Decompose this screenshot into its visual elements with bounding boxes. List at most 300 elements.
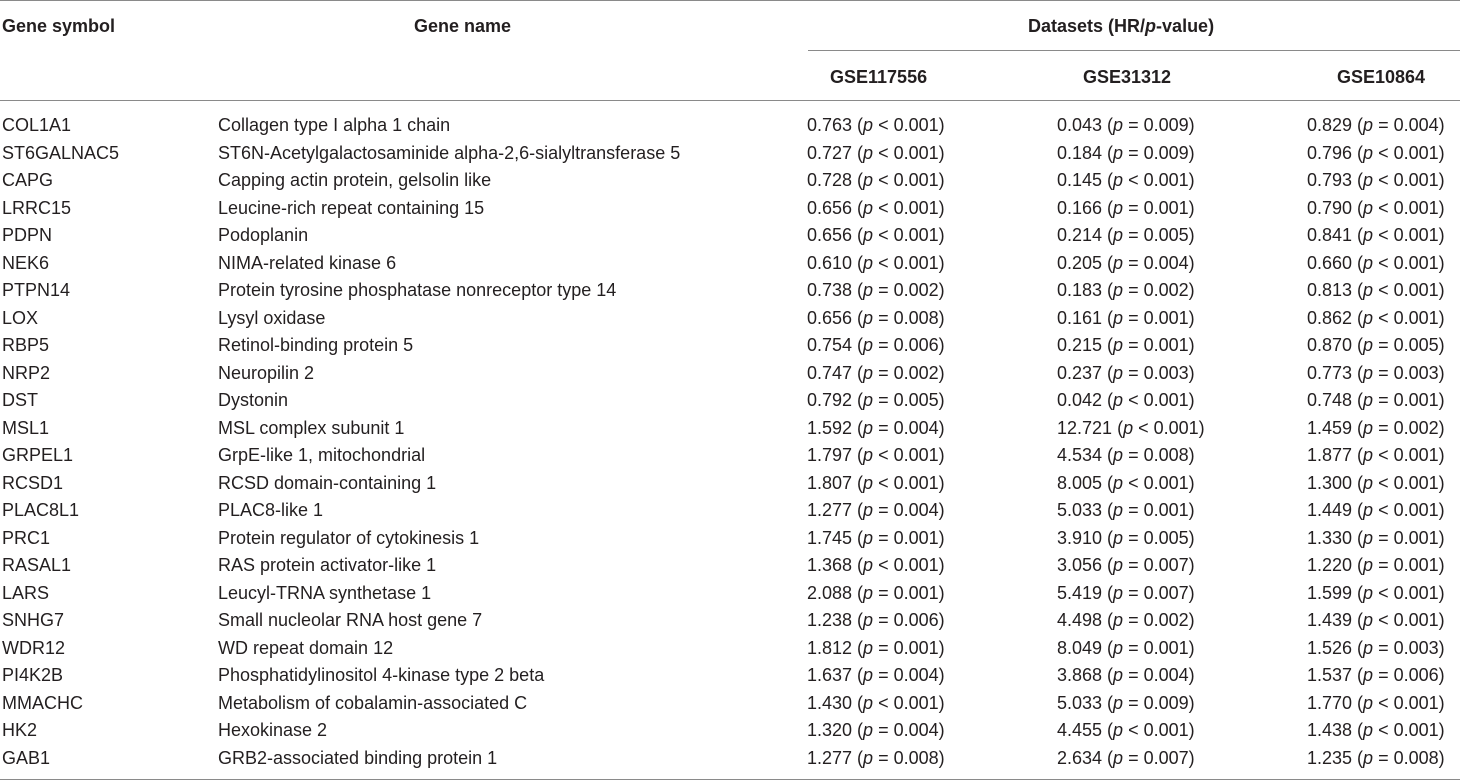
table-row (0, 387, 1460, 415)
hazard-ratio: 0.763 (807, 115, 853, 135)
hazard-ratio: 5.033 (1057, 692, 1103, 713)
p-symbol: p (1363, 637, 1374, 658)
hazard-ratio: 1.277 (807, 500, 853, 520)
hr-pvalue-cell-2: 0.237 (p = 0.003) (1057, 362, 1195, 383)
p-value: < 0.001 (878, 692, 939, 713)
gene-symbol-cell: PTPN14 (2, 280, 71, 300)
header-datasets (1028, 15, 1214, 37)
p-value: < 0.001 (878, 252, 939, 273)
p-value: = 0.002 (878, 280, 939, 300)
p-symbol: p (1363, 582, 1374, 603)
hr-pvalue-cell-3: 1.877 (p < 0.001) (1307, 445, 1445, 465)
p-symbol: p (1363, 197, 1374, 218)
hr-pvalue-cell-1: 1.592 (p = 0.004) (807, 417, 945, 438)
p-value: < 0.001 (878, 555, 939, 575)
p-value: < 0.001 (1128, 720, 1189, 740)
p-value: = 0.005 (1128, 527, 1189, 548)
hr-pvalue-cell-3: 0.790 (p < 0.001) (1307, 197, 1445, 218)
p-symbol: p (863, 582, 874, 603)
p-symbol: p (1363, 747, 1374, 768)
p-value: < 0.001 (1378, 280, 1439, 300)
p-symbol: p (863, 637, 874, 658)
p-symbol: p (1363, 472, 1374, 493)
p-symbol: p (1363, 390, 1374, 410)
p-symbol: p (1113, 720, 1124, 740)
p-symbol: p (863, 280, 874, 300)
p-symbol: p (1363, 307, 1374, 328)
p-value: < 0.001 (1378, 225, 1439, 245)
hr-pvalue-cell-1: 1.807 (p < 0.001) (807, 472, 945, 493)
hazard-ratio: 0.145 (1057, 170, 1103, 190)
gene-symbol-cell: GAB1 (2, 747, 51, 768)
p-symbol: p (1363, 252, 1374, 273)
hr-pvalue-cell-1: 0.754 (p = 0.006) (807, 335, 945, 355)
hazard-ratio: 0.042 (1057, 390, 1103, 410)
p-symbol: p (1123, 417, 1134, 438)
hazard-ratio: 0.043 (1057, 115, 1103, 135)
hr-pvalue-cell-1: 0.792 (p = 0.005) (807, 390, 945, 410)
p-value: = 0.006 (1378, 665, 1439, 685)
hr-pvalue-cell-2: 4.534 (p = 0.008) (1057, 445, 1195, 465)
p-value: = 0.001 (1128, 197, 1189, 218)
p-symbol: p (1113, 527, 1124, 548)
hazard-ratio: 0.793 (1307, 170, 1353, 190)
p-symbol: p (1113, 170, 1124, 190)
hr-pvalue-cell-2: 0.161 (p = 0.001) (1057, 307, 1195, 328)
hr-pvalue-cell-3: 1.330 (p = 0.001) (1307, 527, 1445, 548)
p-value: = 0.001 (1128, 335, 1189, 355)
hr-pvalue-cell-1: 0.738 (p = 0.002) (807, 280, 945, 300)
gene-name-cell: RAS protein activator-like 1 (218, 555, 437, 575)
table-row (0, 470, 1460, 498)
gene-name-cell: Phosphatidylinositol 4-kinase type 2 beta (218, 665, 545, 685)
gene-symbol-cell: LARS (2, 582, 50, 603)
p-value: = 0.004 (878, 417, 939, 438)
hr-pvalue-cell-1: 1.238 (p = 0.006) (807, 610, 945, 630)
p-symbol: p (863, 665, 874, 685)
hr-pvalue-cell-1: 0.656 (p < 0.001) (807, 225, 945, 245)
p-symbol: p (1363, 170, 1374, 190)
hazard-ratio: 0.214 (1057, 225, 1103, 245)
p-value: < 0.001 (1378, 500, 1439, 520)
gene-symbol-cell: PRC1 (2, 527, 51, 548)
hr-pvalue-cell-3: 0.660 (p < 0.001) (1307, 252, 1445, 273)
table-row (0, 690, 1460, 718)
hazard-ratio: 3.910 (1057, 527, 1103, 548)
p-symbol: p (863, 527, 874, 548)
hr-pvalue-cell-1: 1.277 (p = 0.004) (807, 500, 945, 520)
header-datasets-prefix: Datasets (HR/ (1028, 16, 1146, 36)
gene-name-cell: RCSD domain-containing 1 (218, 472, 437, 493)
p-symbol: p (863, 390, 874, 410)
p-value: < 0.001 (1128, 472, 1189, 493)
gene-symbol-cell: NRP2 (2, 362, 51, 383)
hr-pvalue-cell-1: 1.368 (p < 0.001) (807, 555, 945, 575)
p-symbol: p (1113, 280, 1124, 300)
hr-pvalue-cell-2: 5.033 (p = 0.009) (1057, 692, 1195, 713)
p-symbol: p (1113, 142, 1124, 163)
p-symbol: p (863, 472, 874, 493)
hazard-ratio: 1.770 (1307, 692, 1353, 713)
header-gse31312: GSE31312 (1083, 67, 1172, 87)
p-symbol: p (1113, 445, 1124, 465)
hr-pvalue-cell-3: 0.748 (p = 0.001) (1307, 390, 1445, 410)
hr-pvalue-cell-1: 0.656 (p = 0.008) (807, 307, 945, 328)
hr-pvalue-cell-3: 1.770 (p < 0.001) (1307, 692, 1445, 713)
header-gene-symbol: Gene symbol (2, 16, 116, 36)
gene-symbol-cell: MMACHC (2, 692, 83, 713)
p-symbol: p (1363, 280, 1374, 300)
table-row (0, 112, 1460, 140)
p-value: < 0.001 (1378, 445, 1439, 465)
hazard-ratio: 1.439 (1307, 610, 1353, 630)
p-value: = 0.007 (1128, 582, 1189, 603)
hazard-ratio: 1.637 (807, 665, 853, 685)
p-value: = 0.003 (1378, 637, 1439, 658)
hazard-ratio: 0.728 (807, 170, 853, 190)
hazard-ratio: 0.748 (1307, 390, 1353, 410)
hr-pvalue-cell-3: 1.599 (p < 0.001) (1307, 582, 1445, 603)
p-value: < 0.001 (878, 142, 939, 163)
hazard-ratio: 0.792 (807, 390, 853, 410)
header-datasets-p: p (1145, 16, 1157, 36)
p-value: < 0.001 (1378, 252, 1439, 273)
hazard-ratio: 0.610 (807, 252, 853, 273)
table-row (0, 580, 1460, 608)
p-value: = 0.004 (878, 720, 939, 740)
hr-pvalue-cell-2: 8.049 (p = 0.001) (1057, 637, 1195, 658)
p-symbol: p (863, 445, 874, 465)
p-symbol: p (863, 307, 874, 328)
p-value: < 0.001 (1378, 307, 1439, 328)
p-symbol: p (863, 692, 874, 713)
table-row (0, 277, 1460, 305)
hazard-ratio: 1.807 (807, 472, 853, 493)
hazard-ratio: 1.877 (1307, 445, 1353, 465)
hr-pvalue-cell-1: 0.763 (p < 0.001) (807, 115, 945, 135)
p-value: = 0.001 (1128, 500, 1189, 520)
gene-symbol-cell: RBP5 (2, 335, 50, 355)
hazard-ratio: 0.773 (1307, 362, 1353, 383)
hazard-ratio: 1.320 (807, 720, 853, 740)
hazard-ratio: 0.841 (1307, 225, 1353, 245)
hazard-ratio: 12.721 (1057, 417, 1113, 438)
p-symbol: p (1363, 115, 1374, 135)
p-value: = 0.001 (878, 637, 939, 658)
hr-pvalue-cell-1: 1.797 (p < 0.001) (807, 445, 945, 465)
gene-name-cell: MSL complex subunit 1 (218, 417, 405, 438)
table-row (0, 140, 1460, 168)
hazard-ratio: 1.537 (1307, 665, 1353, 685)
gene-name-cell: Retinol-binding protein 5 (218, 335, 414, 355)
p-value: < 0.001 (1378, 692, 1439, 713)
p-value: < 0.001 (1138, 417, 1199, 438)
table-row (0, 195, 1460, 223)
hazard-ratio: 1.745 (807, 527, 853, 548)
hazard-ratio: 1.599 (1307, 582, 1353, 603)
p-value: = 0.001 (1128, 307, 1189, 328)
gene-name-cell: Hexokinase 2 (218, 720, 328, 740)
hr-pvalue-cell-3: 0.793 (p < 0.001) (1307, 170, 1445, 190)
gene-name-cell: NIMA-related kinase 6 (218, 252, 397, 273)
gene-symbol-cell: ST6GALNAC5 (2, 142, 120, 163)
p-value: = 0.008 (1378, 747, 1439, 768)
hr-pvalue-cell-2: 4.455 (p < 0.001) (1057, 720, 1195, 740)
hr-pvalue-cell-2: 4.498 (p = 0.002) (1057, 610, 1195, 630)
p-symbol: p (1363, 610, 1374, 630)
p-symbol: p (863, 115, 874, 135)
p-value: < 0.001 (1378, 472, 1439, 493)
p-value: = 0.001 (878, 527, 939, 548)
p-symbol: p (1363, 555, 1374, 575)
hazard-ratio: 1.526 (1307, 637, 1353, 658)
p-value: = 0.001 (1378, 390, 1439, 410)
hazard-ratio: 1.368 (807, 555, 853, 575)
hazard-ratio: 3.868 (1057, 665, 1103, 685)
p-value: = 0.006 (878, 610, 939, 630)
hazard-ratio: 0.829 (1307, 115, 1353, 135)
hazard-ratio: 0.790 (1307, 197, 1353, 218)
p-symbol: p (863, 417, 874, 438)
table-row (0, 305, 1460, 333)
p-symbol: p (1113, 692, 1124, 713)
gene-name-cell: Podoplanin (218, 225, 309, 245)
hr-pvalue-cell-2: 3.056 (p = 0.007) (1057, 555, 1195, 575)
gene-symbol-cell: DST (2, 390, 38, 410)
p-symbol: p (1113, 362, 1124, 383)
hr-pvalue-cell-1: 2.088 (p = 0.001) (807, 582, 945, 603)
p-symbol: p (1363, 142, 1374, 163)
p-value: < 0.001 (878, 197, 939, 218)
p-value: = 0.002 (1378, 417, 1439, 438)
hr-pvalue-cell-3: 1.235 (p = 0.008) (1307, 747, 1445, 768)
hazard-ratio: 2.088 (807, 582, 853, 603)
hr-pvalue-cell-3: 1.449 (p < 0.001) (1307, 500, 1445, 520)
gene-name-cell: GrpE-like 1, mitochondrial (218, 445, 426, 465)
hr-pvalue-cell-1: 0.610 (p < 0.001) (807, 252, 945, 273)
p-value: = 0.002 (878, 362, 939, 383)
gene-name-cell: Dystonin (218, 390, 289, 410)
hr-pvalue-cell-2: 0.043 (p = 0.009) (1057, 115, 1195, 135)
p-value: < 0.001 (1378, 720, 1439, 740)
p-symbol: p (1113, 637, 1124, 658)
gene-name-cell: Leucine-rich repeat containing 15 (218, 197, 485, 218)
hr-pvalue-cell-3: 0.773 (p = 0.003) (1307, 362, 1445, 383)
p-symbol: p (1363, 665, 1374, 685)
p-value: < 0.001 (1378, 610, 1439, 630)
hazard-ratio: 0.738 (807, 280, 853, 300)
header-gene-name: Gene name (414, 16, 512, 36)
gene-name-cell: Leucyl-TRNA synthetase 1 (218, 582, 432, 603)
gene-symbol-cell: COL1A1 (2, 115, 72, 135)
p-value: < 0.001 (1378, 142, 1439, 163)
p-symbol: p (1113, 582, 1124, 603)
gene-symbol-cell: RASAL1 (2, 555, 72, 575)
hr-pvalue-cell-1: 0.747 (p = 0.002) (807, 362, 945, 383)
p-symbol: p (863, 555, 874, 575)
p-symbol: p (863, 252, 874, 273)
p-value: = 0.007 (1128, 747, 1189, 768)
hazard-ratio: 1.438 (1307, 720, 1353, 740)
p-symbol: p (1113, 197, 1124, 218)
gene-name-cell: ST6N-Acetylgalactosaminide alpha-2,6-sialyltransferase 5 (218, 142, 681, 163)
p-symbol: p (1363, 445, 1374, 465)
p-symbol: p (863, 142, 874, 163)
p-value: = 0.008 (878, 307, 939, 328)
hazard-ratio: 0.656 (807, 307, 853, 328)
hazard-ratio: 0.727 (807, 142, 853, 163)
hr-pvalue-cell-3: 0.870 (p = 0.005) (1307, 335, 1445, 355)
hr-pvalue-cell-1: 0.727 (p < 0.001) (807, 142, 945, 163)
hazard-ratio: 3.056 (1057, 555, 1103, 575)
header-datasets-suffix: -value) (1156, 16, 1215, 36)
p-value: = 0.009 (1128, 692, 1189, 713)
table-row (0, 332, 1460, 360)
hr-pvalue-cell-2: 3.910 (p = 0.005) (1057, 527, 1195, 548)
p-value: < 0.001 (1128, 390, 1189, 410)
hazard-ratio: 1.812 (807, 637, 853, 658)
gene-name-cell: Neuropilin 2 (218, 362, 315, 383)
hr-pvalue-cell-3: 1.220 (p = 0.001) (1307, 555, 1445, 575)
p-symbol: p (863, 610, 874, 630)
table-row (0, 635, 1460, 663)
p-symbol: p (863, 335, 874, 355)
p-value: = 0.009 (1128, 142, 1189, 163)
hr-pvalue-cell-1: 1.277 (p = 0.008) (807, 747, 945, 768)
p-value: = 0.002 (1128, 280, 1189, 300)
hazard-ratio: 0.747 (807, 362, 853, 383)
hr-pvalue-cell-2: 5.033 (p = 0.001) (1057, 500, 1195, 520)
hazard-ratio: 1.797 (807, 445, 853, 465)
hazard-ratio: 1.459 (1307, 417, 1353, 438)
p-symbol: p (1113, 115, 1124, 135)
p-value: < 0.001 (1378, 197, 1439, 218)
p-symbol: p (1113, 665, 1124, 685)
p-value: = 0.005 (1128, 225, 1189, 245)
gene-symbol-cell: PLAC8L1 (2, 500, 80, 520)
p-symbol: p (1113, 390, 1124, 410)
hazard-ratio: 1.220 (1307, 555, 1353, 575)
p-symbol: p (1113, 252, 1124, 273)
hr-pvalue-cell-1: 0.656 (p < 0.001) (807, 197, 945, 218)
table-row (0, 745, 1460, 773)
p-value: = 0.008 (878, 747, 939, 768)
hr-pvalue-cell-2: 8.005 (p < 0.001) (1057, 472, 1195, 493)
table-row (0, 552, 1460, 580)
hazard-ratio: 0.237 (1057, 362, 1103, 383)
gene-name-cell: GRB2-associated binding protein 1 (218, 747, 498, 768)
hazard-ratio: 5.033 (1057, 500, 1103, 520)
gene-symbol-cell: RCSD1 (2, 472, 64, 493)
p-value: < 0.001 (1128, 170, 1189, 190)
hazard-ratio: 0.754 (807, 335, 853, 355)
p-symbol: p (863, 720, 874, 740)
hazard-ratio: 0.862 (1307, 307, 1353, 328)
hr-pvalue-cell-3: 1.300 (p < 0.001) (1307, 472, 1445, 493)
gene-name-cell: Protein regulator of cytokinesis 1 (218, 527, 480, 548)
p-value: = 0.004 (1128, 252, 1189, 273)
hr-pvalue-cell-3: 1.537 (p = 0.006) (1307, 665, 1445, 685)
hazard-ratio: 1.235 (1307, 747, 1353, 768)
p-value: < 0.001 (878, 170, 939, 190)
hr-pvalue-cell-2: 0.214 (p = 0.005) (1057, 225, 1195, 245)
table-row (0, 525, 1460, 553)
hazard-ratio: 4.534 (1057, 445, 1103, 465)
gene-symbol-cell: MSL1 (2, 417, 50, 438)
hr-pvalue-cell-1: 1.430 (p < 0.001) (807, 692, 945, 713)
hazard-ratio: 0.660 (1307, 252, 1353, 273)
hr-pvalue-cell-3: 0.862 (p < 0.001) (1307, 307, 1445, 328)
p-value: = 0.002 (1128, 610, 1189, 630)
p-value: = 0.004 (1128, 665, 1189, 685)
header-gse117556: GSE117556 (830, 67, 928, 87)
p-value: < 0.001 (878, 472, 939, 493)
table-row (0, 250, 1460, 278)
hazard-ratio: 0.870 (1307, 335, 1353, 355)
p-symbol: p (863, 362, 874, 383)
p-value: = 0.001 (878, 582, 939, 603)
table-row (0, 360, 1460, 388)
hazard-ratio: 0.796 (1307, 142, 1353, 163)
hr-pvalue-cell-3: 1.459 (p = 0.002) (1307, 417, 1445, 438)
p-value: = 0.007 (1128, 555, 1189, 575)
hazard-ratio: 1.330 (1307, 527, 1353, 548)
hr-pvalue-cell-3: 0.796 (p < 0.001) (1307, 142, 1445, 163)
hazard-ratio: 0.184 (1057, 142, 1103, 163)
p-value: = 0.005 (1378, 335, 1439, 355)
hr-pvalue-cell-1: 0.728 (p < 0.001) (807, 170, 945, 190)
p-value: = 0.005 (878, 390, 939, 410)
p-value: < 0.001 (878, 115, 939, 135)
gene-symbol-cell: CAPG (2, 170, 54, 190)
p-value: = 0.006 (878, 335, 939, 355)
p-symbol: p (863, 170, 874, 190)
hazard-ratio: 8.049 (1057, 637, 1103, 658)
hazard-ratio: 4.455 (1057, 720, 1103, 740)
p-symbol: p (1113, 610, 1124, 630)
p-value: = 0.001 (1378, 555, 1439, 575)
hazard-ratio: 0.205 (1057, 252, 1103, 273)
table-row (0, 167, 1460, 195)
gene-symbol-cell: SNHG7 (2, 610, 65, 630)
p-value: = 0.004 (1378, 115, 1439, 135)
table-row (0, 717, 1460, 745)
p-symbol: p (1363, 417, 1374, 438)
table-row (0, 222, 1460, 250)
header-bottom-rule (0, 100, 1460, 101)
p-value: = 0.009 (1128, 115, 1189, 135)
p-symbol: p (1113, 472, 1124, 493)
hr-pvalue-cell-3: 1.439 (p < 0.001) (1307, 610, 1445, 630)
gene-symbol-cell: HK2 (2, 720, 38, 740)
p-symbol: p (1363, 500, 1374, 520)
p-value: = 0.001 (1128, 637, 1189, 658)
gene-name-cell: Protein tyrosine phosphatase nonreceptor type 14 (218, 280, 617, 300)
hr-pvalue-cell-3: 0.841 (p < 0.001) (1307, 225, 1445, 245)
table-row (0, 442, 1460, 470)
p-value: = 0.003 (1378, 362, 1439, 383)
gene-symbol-cell: PI4K2B (2, 665, 64, 685)
hazard-ratio: 0.656 (807, 197, 853, 218)
hr-pvalue-cell-2: 0.183 (p = 0.002) (1057, 280, 1195, 300)
p-value: = 0.001 (1378, 527, 1439, 548)
hazard-ratio: 0.656 (807, 225, 853, 245)
hr-pvalue-cell-1: 1.637 (p = 0.004) (807, 665, 945, 685)
table-body (0, 112, 1460, 772)
hr-pvalue-cell-2: 0.215 (p = 0.001) (1057, 335, 1195, 355)
gene-name-cell: Small nucleolar RNA host gene 7 (218, 610, 483, 630)
hazard-ratio: 0.813 (1307, 280, 1353, 300)
